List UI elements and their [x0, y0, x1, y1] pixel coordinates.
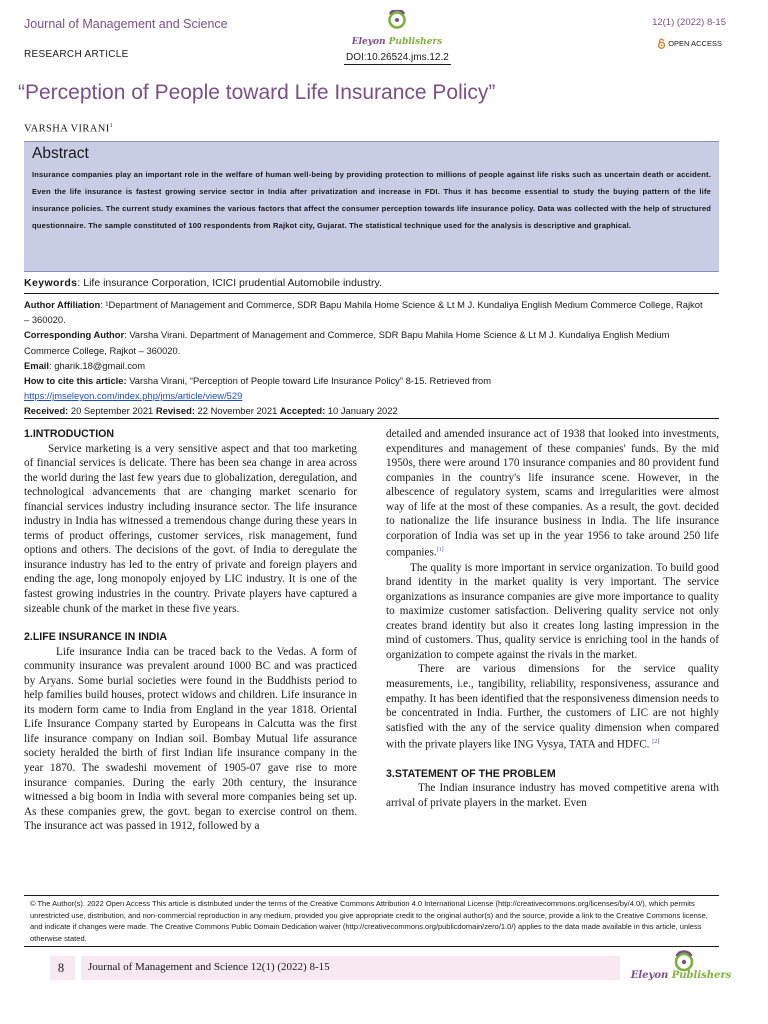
eleyon-logo-icon	[626, 950, 736, 992]
article-meta	[24, 297, 709, 419]
citation-ref[interactable]: [2]	[652, 739, 660, 746]
paragraph: The Indian insurance industry has moved competitive arena with arrival of private players in the market. Even	[386, 782, 719, 809]
section-heading-introduction: 1.INTRODUCTION	[24, 428, 115, 440]
journal-name: Journal of Management and Science	[24, 17, 228, 31]
issue-info: 12(1) (2022) 8-15	[652, 17, 726, 28]
corresponding-label: Corresponding Author	[24, 329, 125, 341]
open-access-label: OPEN ACCESS	[668, 39, 722, 48]
keywords-label: Keywords	[24, 277, 78, 289]
revised-date: 22 November 2021	[194, 405, 280, 417]
divider	[24, 946, 719, 947]
svg-text:Eleyon Publishers: Eleyon Publishers	[630, 970, 732, 981]
license-notice: © The Author(s). 2022 Open Access This article is distributed under the terms of the Creative Commons Attribution 4.0 International License (http://creativecommons.org/licenses/by/4.0/), which permits unrestricted use, distribution, and non-commercial reproduction in any medium, provided you give appropriate credit to the original author(s) and the source, provide a link to the Creative Commons license, and indicate if changes were made. The Creative Commons Public Domain Dedication waiver (http://creativecommons.org/publicdomain/zero/1.0/) applies to the data made available in this article, unless otherwise stated.	[30, 899, 708, 943]
email-row	[24, 358, 709, 373]
paragraph-text: There are various dimensions for the service quality measurements, i.e., tangibility, reliability, responsiveness, assurance and empathy. It has been identified that the responsiveness dimension needs to be concentrated in India. Further, the customers of LIC are not highly satisfied with the any of the service quality dimension when compared with the private players like ING Vysya, TATA and HDFC.	[386, 663, 719, 751]
paragraph-continued	[386, 427, 719, 561]
paragraph: The quality is more important in service organization. To build good brand identity in the market quality is very important. The service organizations as insurance companies are give more importance to quality to maximize customer satisfaction. Delivering quality service not only creates brand identity but also it creates long lasting impression in the mind of customers. Thus, quality service is enriching tool in the hands of organization to compete against the rivals in the market.	[386, 561, 719, 661]
body-column-right	[386, 427, 719, 810]
author-name: VARSHA VIRANI	[24, 123, 110, 135]
accepted-label: Accepted:	[279, 405, 326, 417]
corresponding-row	[24, 327, 709, 357]
page-number: 8	[57, 960, 65, 975]
paragraph: Service marketing is a very sensitive aspect and that too marketing of financial services is delicate. There has been sea change in area across the world during the last few years due to globalization, deregulation, and technological advancements that are changing market scenario for financial services industry including insurance sector. The life insurance industry in India has witnessed a tremendous change during these years in terms of product offerings, customer services, risk management, fund options and others. The decisions of the govt. of India to deregulate the insurance industry has led to the entry of private and foreign players and ending the age, long monopoly enjoyed by LIC industry. It is one of the fastest growing industries in the country. Private players have captured a sizeable chunk of the market in these five years.	[24, 442, 357, 615]
cite-row	[24, 373, 709, 403]
abstract-text: Insurance companies play an important role in the welfare of human well-being by providing protection to millions of people against life risks such as uncertain death or accident. Even the life insurance is fastest growing service sector in India after privatization and increase in FDI. Thus it has become essential to study the buying pattern of the life insurance policies. The current study examines the various factors that affect the consumer perception towards life insurance policy. Data was collected with the help of structured questionnaire. The sample constituted of 100 respondents from Rajkot city, Gujarat. The statistical technique used for the analysis is descriptive and graphical.	[32, 170, 711, 231]
citation-ref[interactable]: [1]	[436, 547, 444, 554]
email-label: Email	[24, 359, 50, 371]
cite-link[interactable]: https://jmseleyon.com/index.php/jms/article/view/529	[24, 390, 243, 402]
affiliation-row	[24, 297, 709, 327]
svg-text:Eleyon Publishers: Eleyon Publishers	[352, 37, 442, 47]
divider	[24, 418, 719, 419]
paper-title: “Perception of People toward Life Insurance Policy”	[18, 81, 496, 104]
email-text: : gharik.18@gmail.com	[49, 359, 146, 371]
author-affiliation-mark: 1	[109, 123, 114, 129]
paragraph-text: detailed and amended insurance act of 1938 that looked into investments, expenditures and management of these companies' funds. By the mid 1950s, there were around 170 insurance companies and 80 provident fund companies in the country's life insurance scene. However, in the albescence of regulatory system, scams and irregularities were almost way of life at the most of these companies. As a result, the govt. decided to nationalize the life insurance business in India. The life insurance corporation of India was set up in the year 1956 to take around 250 life companies.	[386, 428, 719, 560]
corresponding-text: : Varsha Virani. Department of Management and Commerce, SDR Bapu Mahila Home Science & Lt M J. Kundaliya English Medium Commerce College, Rajkot – 360020.	[24, 329, 670, 356]
publisher-logo	[352, 10, 442, 52]
cite-label: How to cite this article:	[24, 375, 127, 387]
keywords-line	[24, 277, 719, 289]
cite-text: Varsha Virani, “Perception of People toward Life Insurance Policy” 8-15. Retrieved from	[126, 375, 492, 387]
accepted-date: 10 January 2022	[325, 405, 398, 417]
dates-row	[24, 403, 709, 418]
body-column-left	[24, 427, 357, 834]
doi-label: DOI:10.26524.jms.12.2	[346, 52, 449, 63]
open-access-badge	[657, 38, 722, 49]
eleyon-logo-icon	[352, 10, 442, 52]
divider	[24, 293, 719, 294]
author-line	[24, 123, 113, 135]
footer-separator	[75, 956, 81, 980]
article-type-label: RESEARCH ARTICLE	[24, 49, 129, 60]
divider	[24, 895, 719, 896]
section-heading-problem: 3.STATEMENT OF THE PROBLEM	[386, 767, 556, 780]
received-date: 20 September 2021	[68, 405, 156, 417]
keywords-text: : Life insurance Corporation, ICICI prudential Automobile industry.	[77, 277, 382, 289]
footer-journal-citation: Journal of Management and Science 12(1) (2022) 8-15	[88, 961, 330, 973]
footer-publisher-logo	[626, 950, 736, 992]
section-heading-life-insurance: 2.LIFE INSURANCE IN INDIA	[24, 631, 168, 644]
received-label: Received:	[24, 405, 69, 417]
revised-label: Revised:	[155, 405, 195, 417]
abstract-heading: Abstract	[32, 145, 89, 162]
affiliation-text: : ¹Department of Management and Commerce, SDR Bapu Mahila Home Science & Lt M J. Kundaliya English Medium Commerce College, Rajkot – 360020.	[24, 299, 703, 326]
open-access-lock-icon	[657, 38, 666, 49]
affiliation-label: Author Affiliation	[24, 299, 101, 310]
abstract-box	[24, 141, 719, 272]
paragraph	[386, 662, 719, 752]
paragraph: Life insurance India can be traced back to the Vedas. A form of community insurance was prevalent around 1000 BC and was practiced by Aryans. Some burial societies were found in the Buddhists period to help families build houses, protect widows and children. Life insurance in its modern form came to India from England in the year 1818. Oriental Life Insurance Company started by Europeans in Calcutta was the first life insurance company on Indian soil. Bombay Mutual life assurance society heralded the birth of first Indian life insurance company in the year 1870. The swadeshi movement of 1905-07 gave rise to more insurance companies. During the early 20th century, the insurance witnessed a big boom in India with several more companies being set up. As these companies grew, the govt. began to exercise control on them. The insurance act was passed in 1912, followed by a	[24, 645, 357, 833]
